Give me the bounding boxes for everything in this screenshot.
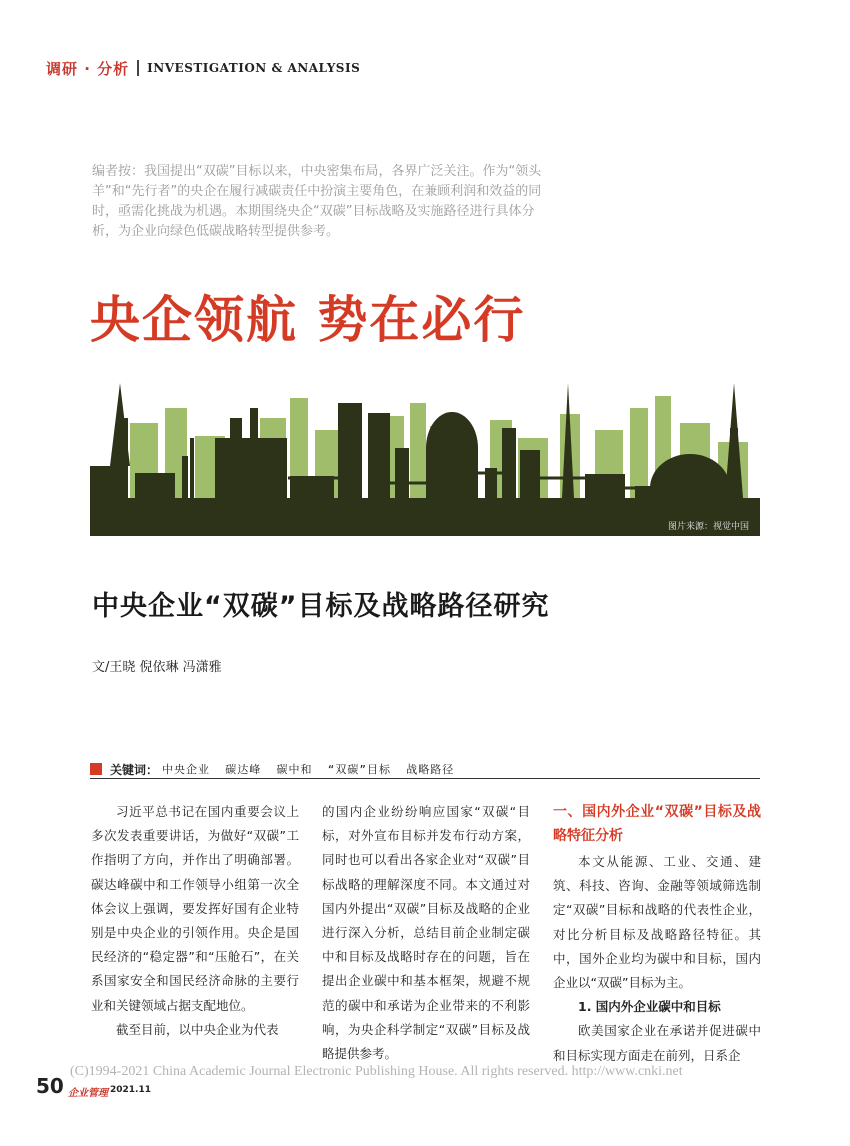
page-number: 50 (36, 1074, 64, 1098)
journal-name: 企业管理 (68, 1088, 108, 1099)
article-title: 中央企业“双碳”目标及战略路径研究 (92, 591, 550, 622)
editor-note: 编者按：我国提出“双碳”目标以来，中央密集布局，各界广泛关注。作为“领头羊”和“先行者”的央企在履行减碳责任中扮演主要角色，在兼顾利润和效益的同时，亟需化挑战为机遇。本期围绕央企“双碳”目标战略及实施路径进行具体分析，为企业向绿色低碳战略转型提供参考。 (92, 164, 542, 239)
subheading: 1. 国内外企业碳中和目标 (578, 999, 721, 1015)
section-header (46, 56, 360, 80)
section-label-cn: 调研 · 分析 (46, 59, 130, 78)
issue-date: 2021.11 (110, 1085, 151, 1095)
authors-byline: 文/王晓 倪依琳 冯潇雅 (92, 660, 222, 675)
paragraph: 截至目前，以中央企业为代表 (116, 1021, 279, 1037)
paragraph: 的国内企业纷纷响应国家“双碳“目标，对外宣布目标并发布行动方案，同时也可以看出各家企业对“双碳”目标战略的理解深度不同。本文通过对国内外提出“双碳”目标及战略的企业进行深入分析，总结目前企业制定碳中和目标及战略时存在的问题，旨在提出企业碳中和基本框架，规避不规范的碳中和承诺为企业带来的不利影响，为央企科学制定“双碳”目标及战略提供参考。 (322, 804, 530, 1062)
keywords-label: 关键词： (110, 762, 159, 777)
section-label-en: INVESTIGATION & ANALYSIS (147, 61, 361, 75)
body-column-1 (91, 800, 299, 1042)
keywords-marker (90, 763, 102, 775)
paragraph: 本文从能源、工业、交通、建筑、科技、咨询、金融等领域筛选制定“双碳”目标和战略的代表性企业，对比分析目标及战略路径特征。其中，国外企业均为碳中和目标，国内企业以“双碳”目标为主。 (553, 854, 761, 991)
header-divider (137, 60, 139, 76)
feature-title: 央企领航 势在必行 (90, 290, 526, 349)
paragraph: 习近平总书记在国内重要会议上多次发表重要讲话，为做好“双碳”工作指明了方向，并作出了明确部署。碳达峰碳中和工作领导小组第一次全体会议上强调，要发挥好国有企业特别是中央企业的引领作用。央企是国民经济的“稳定器”和“压舱石”，在关系国家安全和国民经济命脉的主要行业和关键领域占据支配地位。 (91, 804, 299, 1013)
section-heading: 一、国内外企业“双碳”目标及战略特征分析 (553, 804, 761, 844)
body-column-2 (322, 800, 530, 1066)
industrial-skyline-image (90, 378, 760, 536)
body-column-3 (553, 800, 761, 1068)
keywords-list: 中央企业 碳达峰 碳中和 “双碳”目标 战略路径 (162, 763, 455, 776)
image-credit: 图片来源：视觉中国 (668, 522, 750, 532)
copyright-watermark: (C)1994-2021 China Academic Journal Electronic Publishing House. All rights reserved. http://www.cnki.net (70, 1064, 683, 1079)
paragraph: 欧美国家企业在承诺并促进碳中和目标实现方面走在前列，日系企 (553, 1023, 761, 1063)
keywords-row (90, 760, 760, 779)
